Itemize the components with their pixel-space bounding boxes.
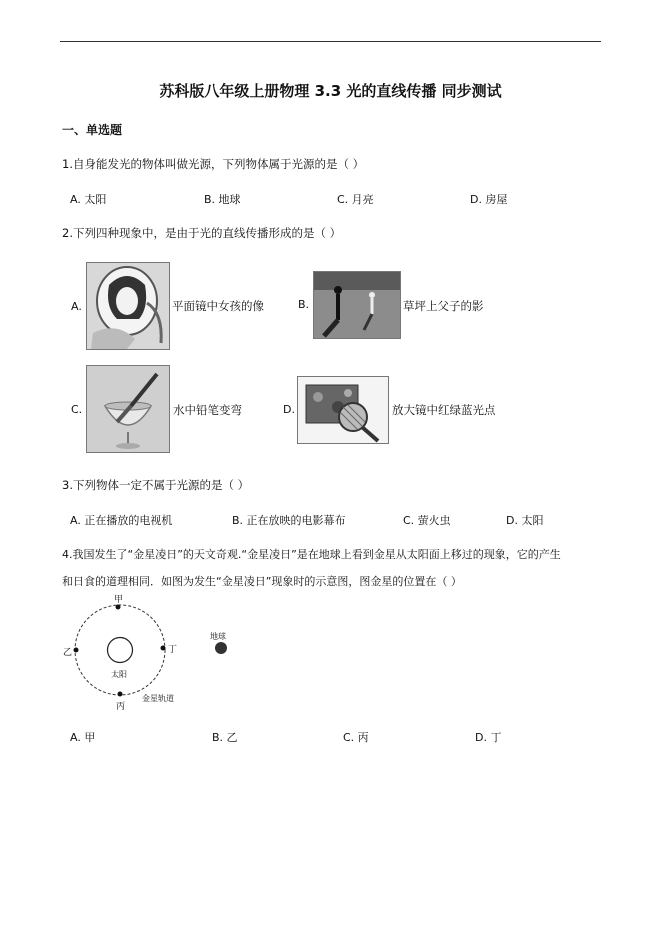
magnifier-image <box>297 376 389 444</box>
q1-option-d[interactable]: D. 房屋 <box>470 193 508 206</box>
q2-option-b-caption: 草坪上父子的影 <box>403 299 484 313</box>
lawn-shadow-image <box>313 271 401 339</box>
label-yi: 乙 <box>63 648 73 658</box>
section-heading: 一、单选题 <box>62 123 123 137</box>
q3-option-a[interactable]: A. 正在播放的电视机 <box>70 514 173 527</box>
q3-option-b[interactable]: B. 正在放映的电影幕布 <box>232 514 346 527</box>
position-jia-dot <box>116 605 121 610</box>
q4-option-c[interactable]: C. 丙 <box>343 731 369 744</box>
q2-option-c-caption: 水中铅笔变弯 <box>173 403 242 417</box>
q1-option-a[interactable]: A. 太阳 <box>70 193 107 206</box>
label-earth: 地球 <box>210 632 226 641</box>
label-bing: 丙 <box>116 702 126 712</box>
question-4-line-2: 和日食的道理相同．如图为发生“金星凌日”现象时的示意图，图金星的位置在（ ） <box>62 575 462 588</box>
question-2-text: 2.下列四种现象中，是由于光的直线传播形成的是（ ） <box>62 226 342 240</box>
q2-option-b-letter[interactable]: B. <box>298 298 310 311</box>
position-bing-dot <box>118 692 123 697</box>
q4-option-a[interactable]: A. 甲 <box>70 731 96 744</box>
venus-transit-diagram <box>55 588 255 718</box>
q3-option-d[interactable]: D. 太阳 <box>506 514 544 527</box>
pencil-in-water-image <box>86 365 170 453</box>
q4-option-d[interactable]: D. 丁 <box>475 731 502 744</box>
page-title: 苏科版八年级上册物理 3.3 光的直线传播 同步测试 <box>159 82 502 100</box>
label-ding: 丁 <box>168 645 178 655</box>
q2-option-a-letter[interactable]: A. <box>71 300 82 313</box>
header-rule <box>60 41 601 42</box>
q4-option-b[interactable]: B. 乙 <box>212 731 238 744</box>
label-sun: 太阳 <box>111 670 127 679</box>
q1-option-b[interactable]: B. 地球 <box>204 193 241 206</box>
position-ding-dot <box>161 646 166 651</box>
mirror-girl-image <box>86 262 170 350</box>
q2-option-c-letter[interactable]: C. <box>71 403 83 416</box>
label-venus-orbit: 金星轨道 <box>142 694 174 703</box>
label-jia: 甲 <box>114 595 124 605</box>
q3-option-c[interactable]: C. 萤火虫 <box>403 514 451 527</box>
earth-dot <box>215 642 227 654</box>
question-1-text: 1.自身能发光的物体叫做光源，下列物体属于光源的是（ ） <box>62 157 365 171</box>
q2-option-d-caption: 放大镜中红绿蓝光点 <box>392 403 496 417</box>
q1-option-c[interactable]: C. 月亮 <box>337 193 374 206</box>
question-4-line-1: 4.我国发生了“金星凌日”的天文奇观.“金星凌日”是在地球上看到金星从太阳面上移过的现象，它的产生 <box>62 548 561 561</box>
q2-option-d-letter[interactable]: D. <box>283 403 295 416</box>
position-yi-dot <box>74 648 79 653</box>
question-3-text: 3.下列物体一定不属于光源的是（ ） <box>62 478 250 492</box>
sun-circle <box>108 638 133 663</box>
q2-option-a-caption: 平面镜中女孩的像 <box>172 299 264 313</box>
